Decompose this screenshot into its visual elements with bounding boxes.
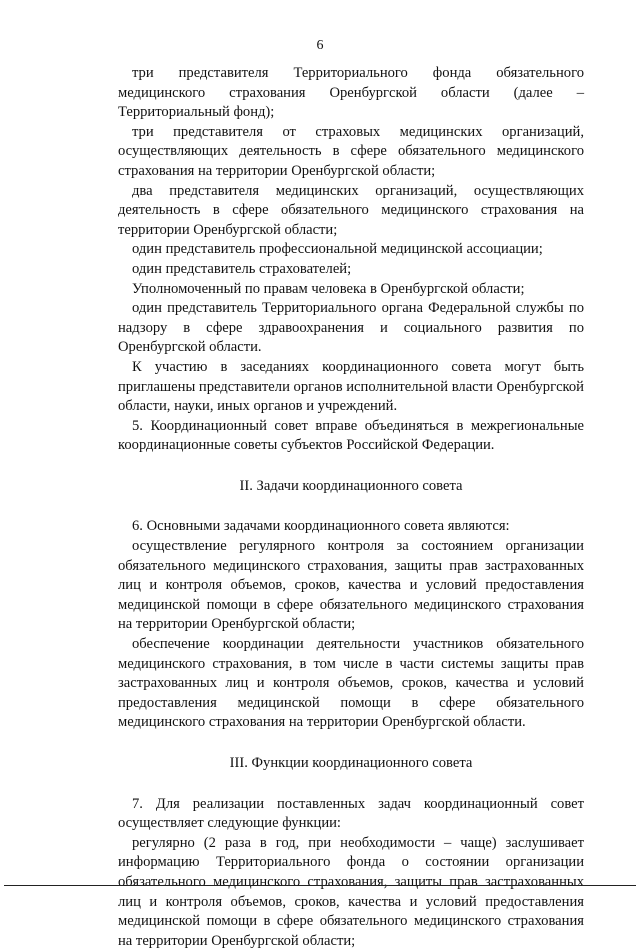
paragraph-insurer-representative: один представитель страхователей;	[132, 260, 352, 277]
document-body	[118, 64, 584, 951]
bottom-scan-line	[4, 885, 636, 886]
paragraph-ombudsman: Уполномоченный по правам человека в Оренбургской области;	[132, 280, 525, 297]
paragraph-invited-participants: К участию в заседаниях координационного совета могут быть приглашены представители органов исполнительной власти Оренбургской области, науки, иных органов и учреждений.	[118, 358, 584, 415]
paragraph-regular-control: осуществление регулярного контроля за состоянием организации обязательного медицинского страхования, защиты прав застрахованных лиц и контроля объемов, сроков, качества и условий предоставления медицинской помощи в сфере обязательного медицинского страхования на территории Оренбургской области;	[118, 538, 584, 633]
paragraph-coordination: обеспечение координации деятельности участников обязательного медицинского страхования, в том числе в части системы защиты прав застрахованных лиц и контроля объемов, сроков, качества и условий предоставления медицинской помощи в сфере обязательного медицинского страхования на территории Оренбургской области.	[118, 636, 584, 731]
paragraph-item-5: 5. Координационный совет вправе объединяться в межрегиональные координационные советы субъектов Российской Федерации.	[118, 417, 584, 454]
paragraph-fund-representatives: три представителя Территориального фонда обязательного медицинского страхования Оренбургской области (далее – Территориальный фонд);	[118, 65, 584, 121]
paragraph-item-7: 7. Для реализации поставленных задач координационный совет осуществляет следующие функции:	[118, 795, 584, 832]
section-heading-tasks: II. Задачи координационного совета	[239, 477, 463, 494]
paragraph-item-6: 6. Основными задачами координационного совета являются:	[132, 518, 510, 535]
paragraph-insurance-representatives: три представителя от страховых медицинских организаций, осуществляющих деятельность в сфере обязательного медицинского страхования на территории Оренбургской области;	[118, 123, 584, 179]
spacer	[118, 774, 584, 795]
paragraph-association-representative: один представитель профессиональной медицинской ассоциации;	[132, 241, 543, 258]
section-heading-functions: III. Функции координационного совета	[229, 755, 473, 771]
spacer	[118, 496, 584, 517]
paragraph-medical-org-representatives: два представителя медицинских организаций, осуществляющих деятельность в сфере обязательного медицинского страхования на территории Оренбургской области;	[118, 182, 584, 238]
page-number: 6	[316, 38, 324, 53]
spacer	[118, 733, 584, 754]
paragraph-supervision-representative: один представитель Территориального органа Федеральной службы по надзору в сфере здравоохранения и социального развития по Оренбургской области.	[118, 300, 584, 356]
paragraph-regular-hearing: регулярно (2 раза в год, при необходимости – чаще) заслушивает информацию Территориального фонда о состоянии организации обязательного медицинского страхования, защиты прав застрахованных лиц и контроля объемов, сроков, качества и условий предоставления медицинской помощи в сфере обязательного медицинского страхования на территории Оренбургской области;	[118, 834, 584, 949]
spacer	[118, 456, 584, 477]
